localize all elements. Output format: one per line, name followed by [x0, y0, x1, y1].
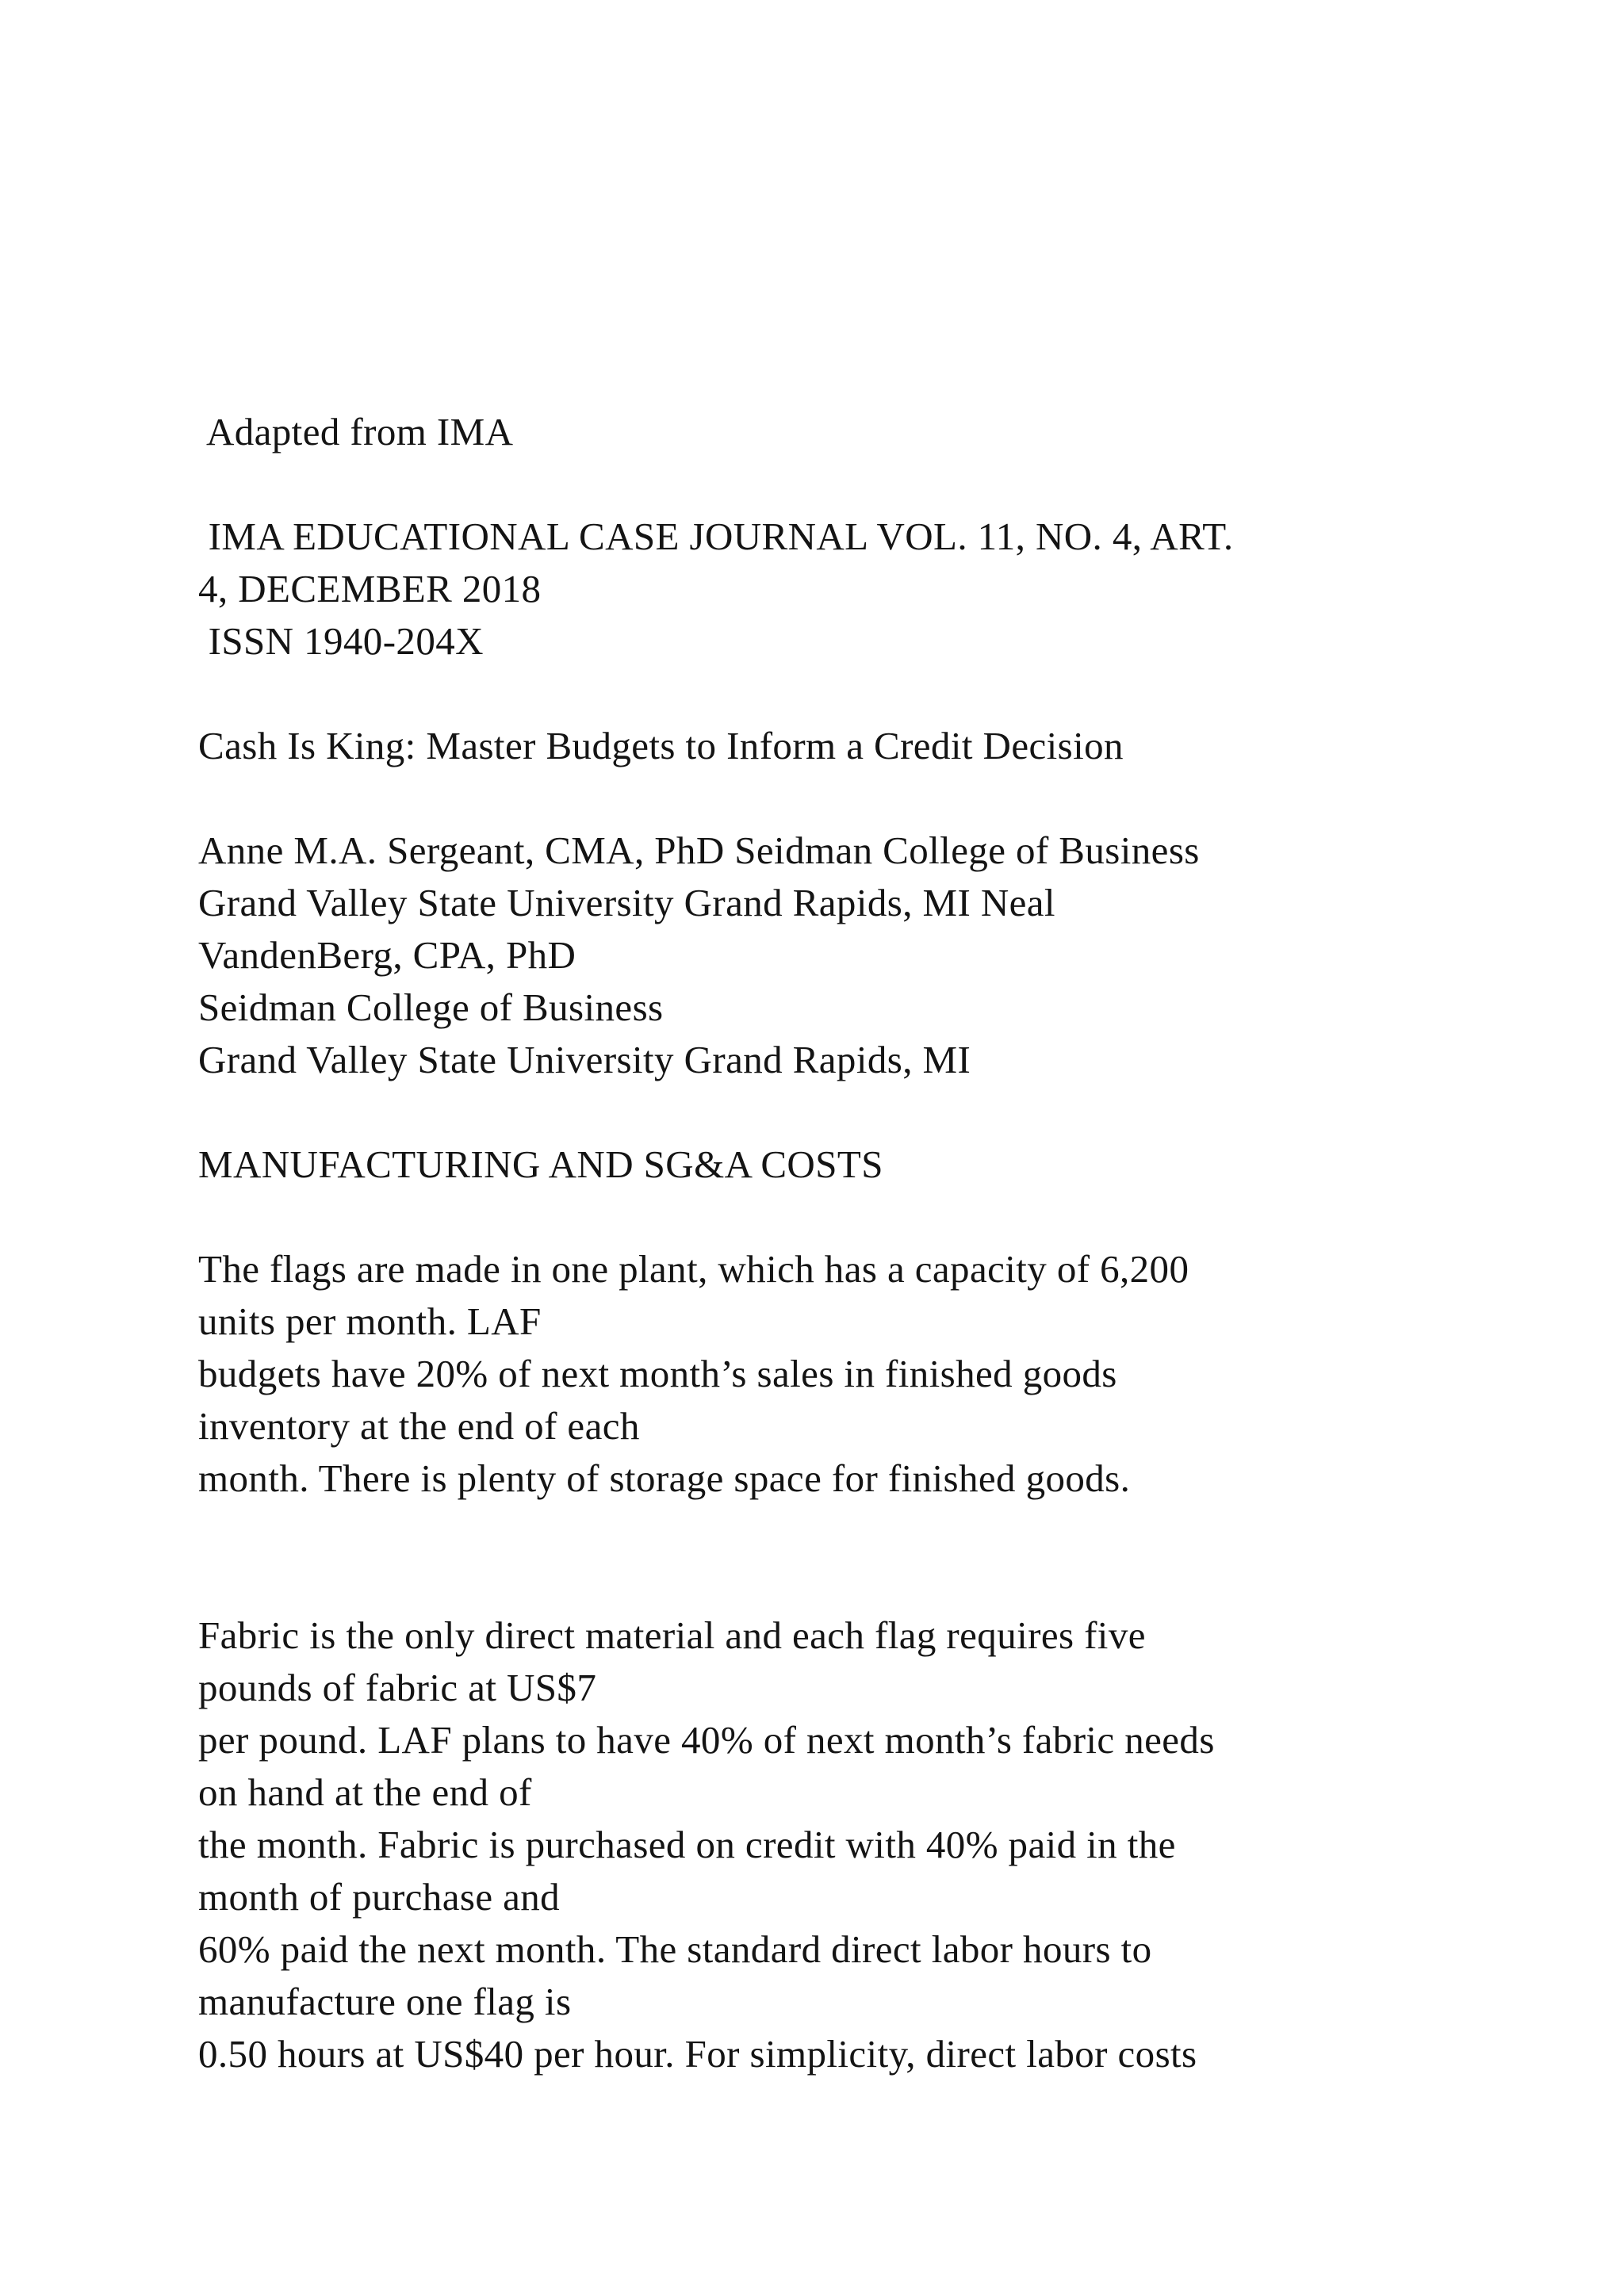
journal-line-continued: 4, DECEMBER 2018 — [198, 567, 542, 610]
spacer — [198, 1086, 1546, 1138]
paragraph-line: units per month. LAF — [198, 1299, 542, 1343]
paragraph-line: budgets have 20% of next month’s sales in finished goods — [198, 1352, 1117, 1395]
author-line: VandenBerg, CPA, PhD — [198, 933, 576, 977]
document-text — [198, 406, 1546, 2080]
section-heading: MANUFACTURING AND SG&A COSTS — [198, 1142, 883, 1186]
spacer — [198, 1505, 1546, 1609]
paragraph-line: pounds of fabric at US$7 — [198, 1666, 597, 1709]
paragraph-line: per pound. LAF plans to have 40% of next month’s fabric needs — [198, 1718, 1215, 1762]
spacer — [198, 772, 1546, 825]
spacer — [198, 668, 1546, 720]
adapted-from-line: Adapted from IMA — [198, 410, 514, 453]
paragraph-line: manufacture one flag is — [198, 1980, 572, 2023]
paragraph-line: month. There is plenty of storage space for finished goods. — [198, 1456, 1131, 1500]
paragraph-line: inventory at the end of each — [198, 1404, 640, 1448]
paragraph-line: The flags are made in one plant, which has a capacity of 6,200 — [198, 1247, 1189, 1291]
paragraph-line: 60% paid the next month. The standard direct labor hours to — [198, 1927, 1152, 1971]
author-line: Seidman College of Business — [198, 985, 664, 1029]
author-line: Grand Valley State University Grand Rapids, MI — [198, 1038, 971, 1081]
paragraph-line: 0.50 hours at US$40 per hour. For simplicity, direct labor costs — [198, 2032, 1197, 2076]
paragraph-line: month of purchase and — [198, 1875, 561, 1919]
spacer — [198, 1191, 1546, 1243]
spacer — [198, 458, 1546, 511]
author-line: Grand Valley State University Grand Rapids, MI Neal — [198, 881, 1055, 924]
paragraph-line: the month. Fabric is purchased on credit with 40% paid in the — [198, 1823, 1176, 1866]
paragraph-line: Fabric is the only direct material and each flag requires five — [198, 1613, 1146, 1657]
author-line: Anne M.A. Sergeant, CMA, PhD Seidman College of Business — [198, 828, 1200, 872]
issn-line: ISSN 1940-204X — [198, 619, 484, 663]
case-title: Cash Is King: Master Budgets to Inform a Credit Decision — [198, 724, 1124, 767]
journal-line: IMA EDUCATIONAL CASE JOURNAL VOL. 11, NO. 4, ART. — [198, 515, 1234, 558]
paragraph-line: on hand at the end of — [198, 1770, 532, 1814]
